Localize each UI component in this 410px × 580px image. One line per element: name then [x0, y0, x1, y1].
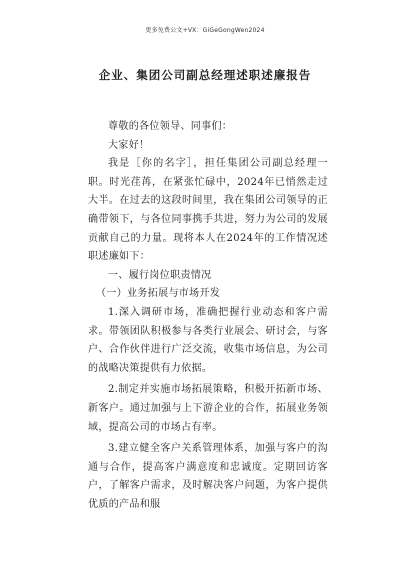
- section-heading: 一、履行岗位职责情况: [108, 269, 212, 281]
- list-item: 2.制定并实施市场拓展策略，积极开拓新市场、新客户。通过加强与上下游企业的合作，拓展业务领域，提高公司的市场占有率。: [88, 384, 328, 433]
- greeting: 大家好！: [108, 139, 150, 151]
- list-item: 3.建立健全客户关系管理体系，加强与客户的沟通与合作，提高客户满意度和忠诚度。定期回访客户，了解客户需求，及时解决客户问题，为客户提供优质的产品和服: [88, 443, 328, 510]
- document-title: 企业、集团公司副总经理述职述廉报告: [98, 68, 312, 82]
- subsection-heading: （一）业务拓展与市场开发: [96, 288, 221, 300]
- salutation: 尊敬的各位领导、同事们：: [108, 121, 233, 132]
- header-note: 更多免费公文+VX：GiGeGongWen2024: [145, 27, 265, 34]
- document-body: [88, 118, 328, 514]
- list-item: 1.深入调研市场，准确把握行业动态和客户需求。带领团队积极参与各类行业展会、研讨会，与客户、合作伙伴进行广泛交流，收集市场信息，为公司的战略决策提供有力依据。: [88, 306, 328, 374]
- intro-paragraph: 我是［你的名字］，担任集团公司副总经理一职。时光荏苒，在紧张忙碌中，2024年已悄然走过大半。在过去的这段时间里，我在集团公司领导的正确带领下，与各位同事携手共进，努力为公司的发展贡献自己的力量。现将本人在2024年的工作情况述职述廉如下：: [88, 158, 328, 263]
